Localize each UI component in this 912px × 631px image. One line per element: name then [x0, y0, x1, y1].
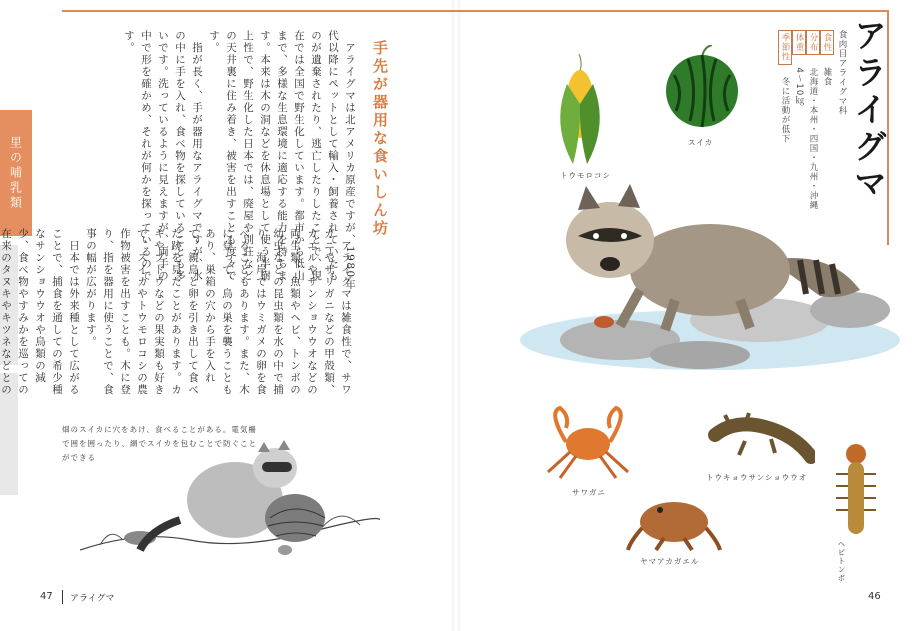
watermelon-illustration [662, 45, 742, 130]
body-text-lower [0, 228, 354, 400]
right-page-number: 46 [868, 591, 881, 602]
raccoon-main-illustration [500, 180, 900, 390]
frog-label: ヤマアカガエル [640, 557, 700, 566]
info-value: 冬に活動が低下 [780, 77, 790, 144]
info-label: 季節性 [778, 30, 792, 65]
raccoon-watermelon-illustration [80, 440, 380, 575]
top-rule [62, 10, 888, 12]
classification: 食肉目アライグマ科 [837, 30, 847, 116]
section-heading: 手先が器用な食いしん坊 [371, 40, 389, 238]
watermelon-label: スイカ [688, 138, 714, 147]
running-title: アライグマ [70, 594, 115, 604]
info-value: 雑食 [822, 67, 832, 87]
info-label: 分布 [806, 30, 820, 55]
side-tab-label: 里の哺乳類 [8, 135, 23, 211]
body-paragraph: アライグマは雑食性で、サワガニやザリガニなどの甲殻類、カエルやサンショウウオなどの両生類、魚類やヘビ、トンボの幼虫などの昆虫類を水の中で捕り、海岸ではウミガメの卵を食べることもあります。また、木に登って、鳥の巣を襲うこともあり、巣箱の穴から手を入れて、親鳥と卵を引き出して食べた跡を見たことがあります。カキやブドウなどの果実類も好きで、スイカやトウモロコシの農作物被害を出すことも。木に登り、指を器用に使うことで、食事の幅が広がります。 [85, 228, 352, 396]
body-paragraph: 日本では外来種として広がることで、捕食を通しての希少種なサンショウウオや鳥類の減少、食べ物やすみかを巡っての在来のタヌキやキツネなどとの [0, 228, 80, 396]
body-paragraph: アライグマは北アメリカ原産ですが、1980年代以降にペットとして輸入・飼養されていたものが遺棄されたり、逃亡したりしたことで、現在では全国で野生化しています。都市から低山まで、多様な生息環境に適応する能力を持ちます。本来は木の洞などを休息場として使う半樹上性で、野生化した日本では、廃屋や別荘などの天井裏に住み着き、被害を出すことも度々です。 [208, 30, 356, 291]
larva-label: ヘビトンボ [837, 540, 846, 583]
frog-illustration [624, 488, 724, 553]
info-value: 4〜10㎏ [794, 67, 804, 106]
side-tab-active[interactable] [0, 110, 32, 236]
page-title: アライグマ [849, 18, 888, 203]
left-page-number: 47 [40, 591, 53, 602]
salamander-illustration [705, 405, 815, 465]
info-value: 北海道・本州・四国・九州・沖縄 [808, 67, 818, 210]
dobsonfly-larva-illustration [832, 438, 880, 538]
corn-illustration [549, 54, 609, 169]
info-label: 食性 [820, 30, 834, 55]
corn-label: トウモロコシ [560, 171, 611, 180]
crab-label: サワガニ [572, 488, 606, 497]
salamander-label: トウキョウサンショウウオ [706, 473, 808, 482]
illustration-caption: 畑のスイカに穴をあけ、食べることがある。電気柵で囲を囲ったり、網でスイカを包むことで防ぐことができる [62, 425, 258, 462]
body-paragraph: 指が長く、手が器用なアライグマですが、水の中に手を入れ、食べ物を探していることも多いです。洗っているように見えますが、両手の中で形を確かめ、それが何かを探っているのです。 [123, 30, 203, 282]
info-label: 体重 [792, 30, 806, 55]
crab-illustration [540, 402, 640, 482]
footer-divider [62, 590, 63, 604]
gutter [452, 0, 460, 631]
